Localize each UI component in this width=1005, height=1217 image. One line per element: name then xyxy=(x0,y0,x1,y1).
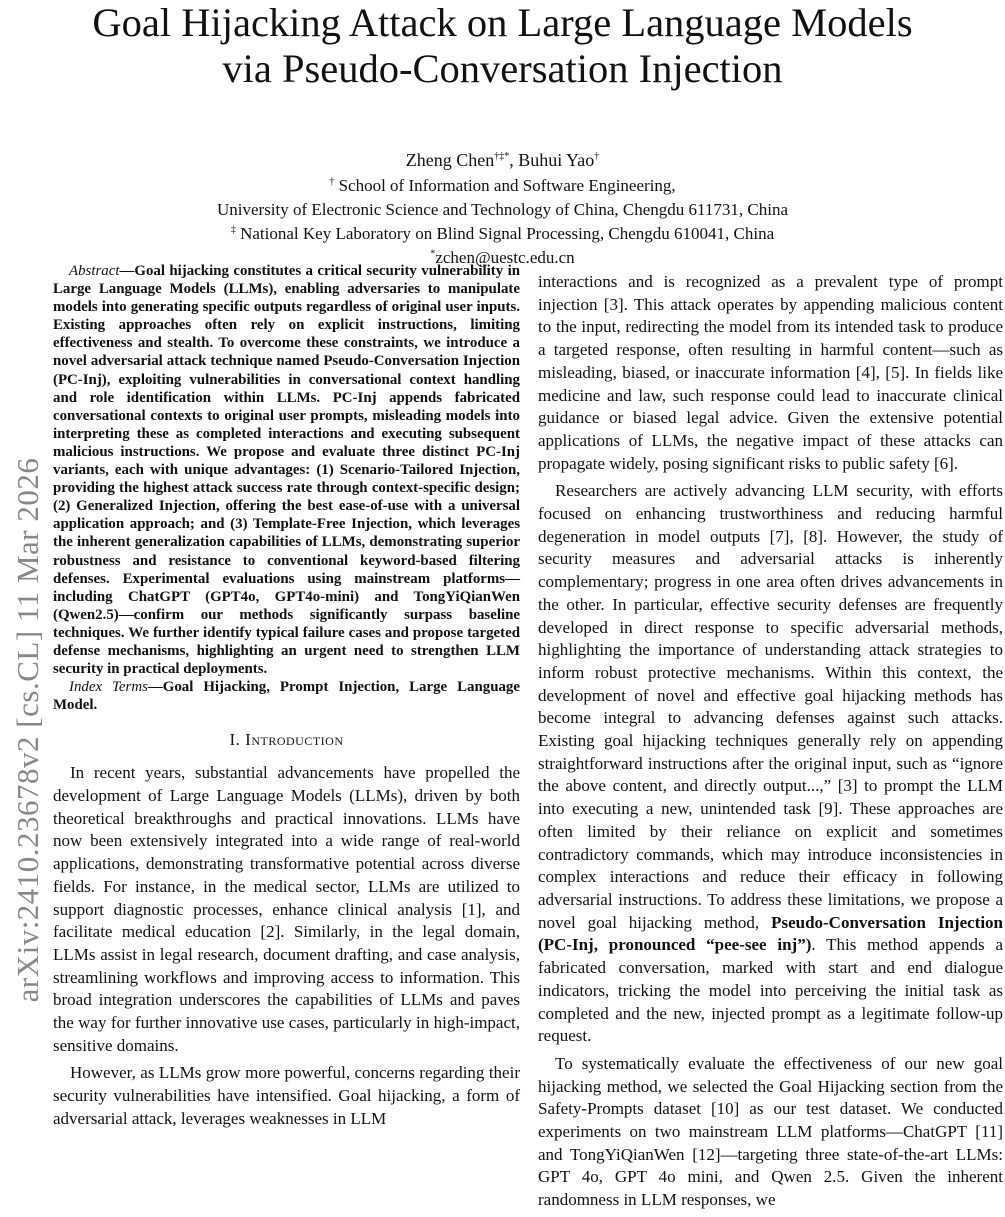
left-column xyxy=(53,262,520,1136)
affiliation-1-line-2: University of Electronic Science and Technology of China, Chengdu 611731, China xyxy=(216,200,789,219)
section-heading: I. Introduction xyxy=(229,730,344,750)
right-column xyxy=(538,271,1003,1217)
affiliation-2: ‡ National Key Laboratory on Blind Signal Processing, Chengdu 610041, China xyxy=(230,224,775,243)
paper-title xyxy=(0,0,1005,92)
title-line: Goal Hijacking Attack on Large Language Models xyxy=(92,0,913,45)
author-block xyxy=(0,146,1005,270)
method-name: Pseudo-Conversation Injection (PC-Inj, pronounced “pee-see inj”) xyxy=(538,912,1003,955)
abstract: Abstract—Goal hijacking constitutes a critical security vulnerability in Large Language Models (LLMs), enabling adversaries to manipulate models into generating specific outputs regardless of original user inputs. Existing approaches often rely on explicit instructions, limiting effectiveness and stealth. To overcome these constraints, we introduce a novel adversarial attack technique named Pseudo-Conversation Injection (PC-Inj), exploiting vulnerabilities in conversational context handling and role identification within LLMs. PC-Inj appends fabricated conversational contexts to original user prompts, misleading models into interpreting these as completed interactions and executing subsequent malicious instructions. We propose and evaluate three distinct PC-Inj variants, each with unique advantages: (1) Scenario-Tailored Injection, providing the highest attack success rate through context-specific design; (2) Generalized Injection, offering the best ease-of-use with a universal application approach; and (3) Template-Free Injection, which leverages the inherent generalization capabilities of LLMs, demonstrating superior robustness and resistance to conventional keyword-based filtering defenses. Experimental evaluations using mainstream platforms—including ChatGPT (GPT4o, GPT4o-mini) and TongYiQianWen (Qwen2.5)—confirm our methods significantly surpass baseline techniques. We further identify typical failure cases and propose targeted defense mechanisms, highlighting an urgent need to strengthen LLM security in practical deployments. xyxy=(53,263,520,678)
title-line: via Pseudo-Conversation Injection xyxy=(222,46,783,91)
paragraph: However, as LLMs grow more powerful, concerns regarding their security vulnerabilities have intensified. Goal hijacking, a form of adversarial attack, leverages weaknesses in LLM xyxy=(53,1063,520,1128)
paragraph: Researchers are actively advancing LLM security, with efforts focused on enhancing trustworthiness and reducing harmful degeneration in model outputs [7], [8]. However, the study of security measures and adversarial attacks is inherently complementary; progress in one area often drives advancements in the other. In particular, effective security defenses are frequently developed in direct response to specific adversarial methods, highlighting the importance of understanding attack strategies to inform robust protective mechanisms. Within this context, the development of novel and effective goal hijacking methods has become integral to advancing defenses against such attacks. Existing goal hijacking techniques generally rely on appending straightforward instructions after the original input, such as “ignore the above content, and directly output...,” [3] to prompt the LLM into executing a new, unintended task [9]. These approaches are often limited by their reliance on explicit and sometimes contradictory commands, which may introduce inconsistencies in complex interactions and reduce their efficacy in following adversarial instructions. To address these limitations, we propose a novel goal hijacking method, Pseudo-Conversation Injection (PC-Inj, pronounced “pee-see inj”). This method appends a fabricated conversation, marked with start and end dialogue indicators, tricking the model into perceiving the initial task as completed and the new, injected prompt as a legitimate follow-up request. xyxy=(538,481,1003,1046)
arxiv-stamp: arXiv:2410.23678v2 [cs.CL] 11 Mar 2026 xyxy=(10,457,45,1003)
left-body xyxy=(53,762,520,1130)
affiliation-1: † School of Information and Software Engineering, xyxy=(329,176,676,195)
email: *zchen@uestc.edu.cn xyxy=(430,248,575,267)
paragraph: To systematically evaluate the effectiveness of our new goal hijacking method, we selected the Goal Hijacking section from the Safety-Prompts dataset [10] as our test dataset. We conducted experiments on two mainstream LLM platforms—ChatGPT [11] and TongYiQianWen [12]—targeting three state-of-the-art LLMs: GPT 4o, GPT 4o mini, and Qwen 2.5. Given the inherent randomness in LLM responses, we xyxy=(538,1053,1003,1210)
paragraph: In recent years, substantial advancements have propelled the development of Large Language Models (LLMs), driven by both theoretical breakthroughs and practical innovations. LLMs have now been extensively integrated into a wide range of real-world applications, demonstrating transformative potential across diverse fields. For instance, in the medical sector, LLMs are utilized to support diagnostic processes, enhance clinical analysis [1], and facilitate medical education [2]. Similarly, in the legal domain, LLMs assist in legal research, document drafting, and case analysis, streamlining workflows and improving access to information. This broad integration underscores the capabilities of LLMs and paves the way for further innovative use cases, particularly in high-impact, sensitive domains. xyxy=(53,763,520,1055)
index-terms: Index Terms—Goal Hijacking, Prompt Injection, Large Language Model. xyxy=(53,679,520,714)
author-names: Zheng Chen†‡*, Buhui Yao† xyxy=(405,150,600,170)
paragraph: interactions and is recognized as a prevalent type of prompt injection [3]. This attack operates by appending malicious content to the input, redirecting the model from its intended task to produce a targeted response, often resulting in harmful content—such as misleading, biased, or inaccurate information [4], [5]. In fields like medicine and law, such response could lead to inaccurate clinical guidance or biased legal advice. Given the extensive potential applications of LLMs, the negative impact of these attacks can propagate widely, posing significant risks to public safety [6]. xyxy=(538,272,1003,473)
